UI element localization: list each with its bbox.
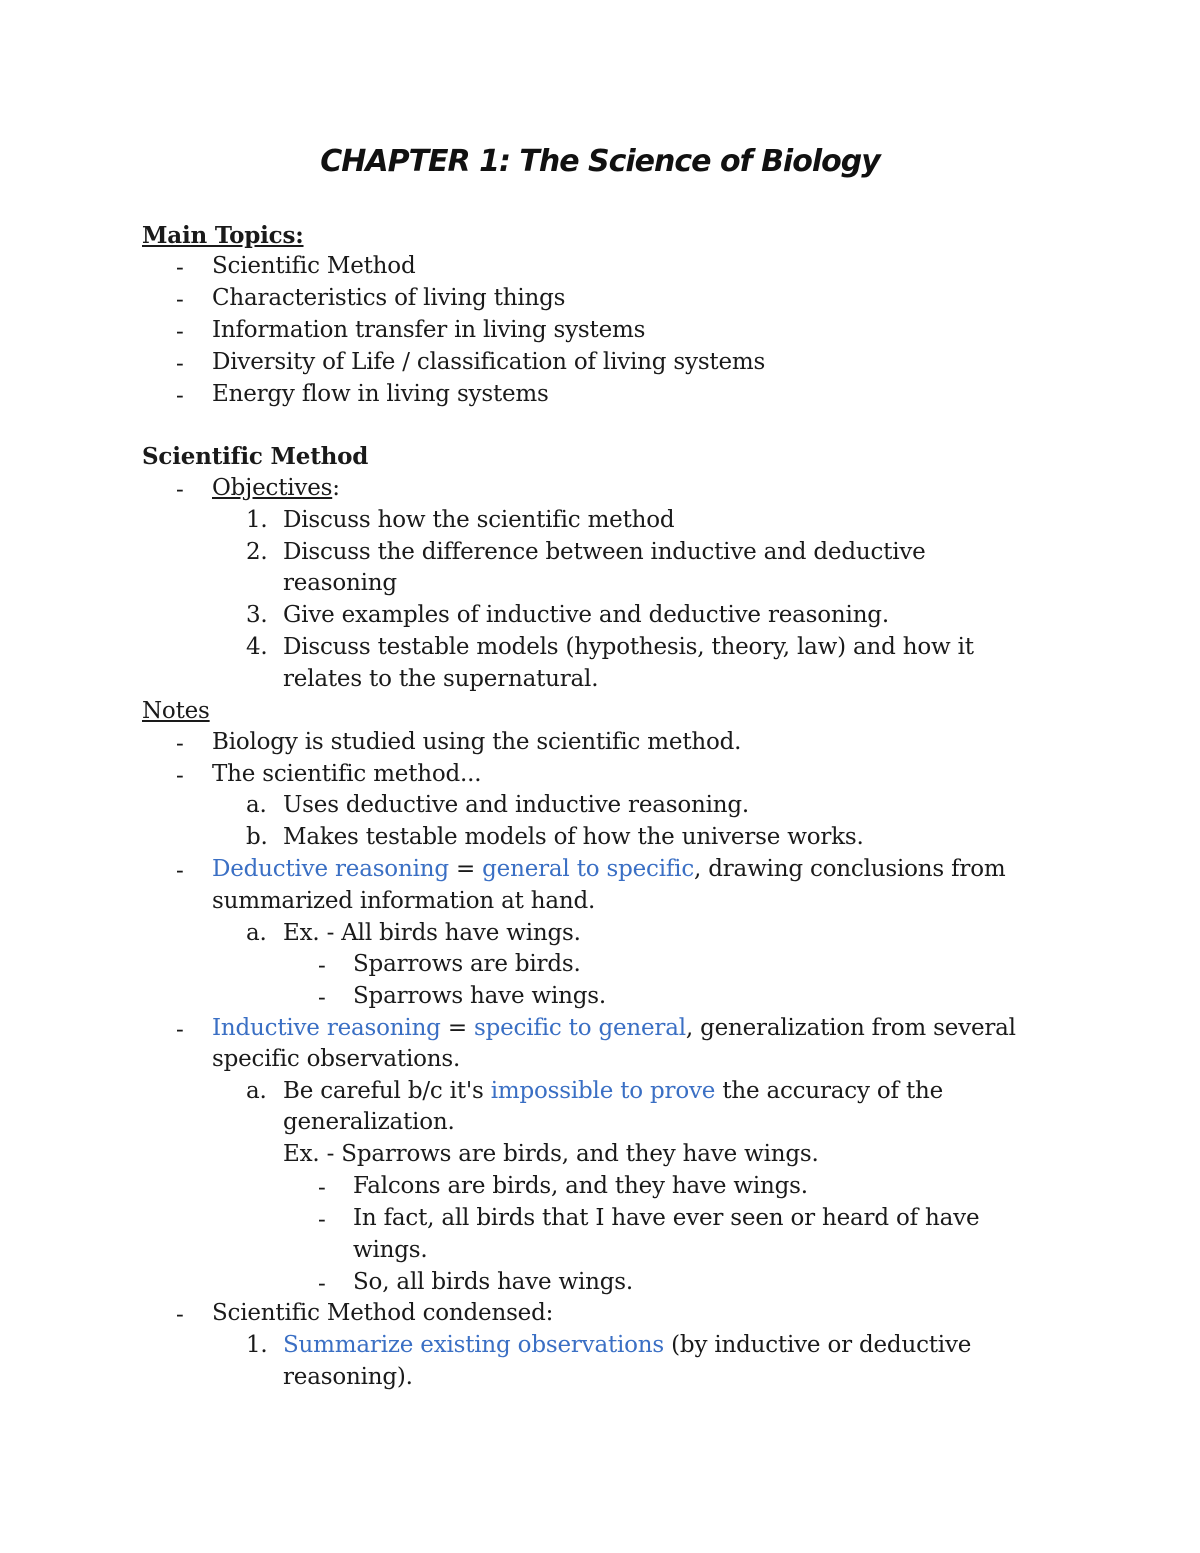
condensed-step-cont: reasoning). — [283, 1364, 413, 1390]
bullet-dash: - — [318, 1271, 326, 1297]
section-heading: Scientific Method — [142, 443, 369, 470]
deductive-def: general to specific — [482, 856, 695, 882]
topic-item: Information transfer in living systems — [212, 317, 646, 343]
bullet-dash: - — [318, 953, 326, 979]
deductive-example: Sparrows have wings. — [353, 983, 606, 1009]
bullet-dash: - — [176, 1302, 184, 1328]
objective-item-cont: reasoning — [283, 570, 397, 596]
equals-sign: = — [448, 856, 483, 882]
note-item: Biology is studied using the scientific method. — [212, 729, 742, 755]
subitem-letter: a. — [246, 920, 267, 946]
inductive-caution — [283, 1075, 943, 1107]
topic-item: Scientific Method — [212, 253, 416, 279]
inductive-def: specific to general — [474, 1015, 686, 1041]
objective-item: Discuss how the scientific method — [283, 507, 675, 533]
deductive-definition — [212, 853, 1005, 885]
condensed-step-rest: (by inductive or deductive — [664, 1332, 972, 1358]
subitem-letter: a. — [246, 1078, 267, 1104]
bullet-dash: - — [176, 351, 184, 377]
condensed-number: 1. — [246, 1332, 268, 1358]
bullet-dash: - — [176, 1017, 184, 1043]
objectives-text: Objectives — [212, 475, 333, 501]
note-item: The scientific method... — [212, 761, 482, 787]
objective-item: Discuss the difference between inductive and deductive — [283, 539, 926, 565]
bullet-dash: - — [318, 985, 326, 1011]
deductive-line2: summarized information at hand. — [212, 888, 596, 914]
bullet-dash: - — [176, 319, 184, 345]
note-subitem: Makes testable models of how the universe works. — [283, 824, 864, 850]
bullet-dash: - — [176, 731, 184, 757]
deductive-term: Deductive reasoning — [212, 856, 449, 882]
subitem-letter: a. — [246, 792, 267, 818]
objective-number: 3. — [246, 602, 268, 628]
bullet-dash: - — [318, 1175, 326, 1201]
objective-item-cont: relates to the supernatural. — [283, 666, 599, 692]
bullet-dash: - — [318, 1207, 326, 1233]
deductive-example: Sparrows are birds. — [353, 951, 581, 977]
inductive-term: Inductive reasoning — [212, 1015, 441, 1041]
bullet-dash: - — [176, 477, 184, 503]
subitem-letter: b. — [246, 824, 268, 850]
objectives-colon: : — [332, 475, 340, 501]
note-subitem: Uses deductive and inductive reasoning. — [283, 792, 750, 818]
objective-number: 2. — [246, 539, 268, 565]
main-topics-heading: Main Topics: — [142, 222, 304, 249]
caution-highlight: impossible to prove — [490, 1078, 716, 1104]
inductive-rest: , generalization from several — [685, 1015, 1016, 1041]
inductive-definition — [212, 1012, 1016, 1044]
inductive-example: Ex. - Sparrows are birds, and they have wings. — [283, 1141, 819, 1167]
inductive-example: In fact, all birds that I have ever seen or heard of have — [353, 1205, 980, 1231]
bullet-dash: - — [176, 255, 184, 281]
inductive-caution-cont: generalization. — [283, 1109, 455, 1135]
objectives-label — [212, 472, 340, 504]
objective-number: 1. — [246, 507, 268, 533]
condensed-step — [283, 1329, 971, 1361]
inductive-example: So, all birds have wings. — [353, 1269, 634, 1295]
chapter-title: CHAPTER 1: The Science of Biology — [320, 144, 880, 179]
inductive-example: Falcons are birds, and they have wings. — [353, 1173, 808, 1199]
topic-item: Characteristics of living things — [212, 285, 566, 311]
inductive-example-cont: wings. — [353, 1237, 428, 1263]
condensed-step-highlight: Summarize existing observations — [283, 1332, 665, 1358]
topic-item: Diversity of Life / classification of living systems — [212, 349, 766, 375]
condensed-heading: Scientific Method condensed: — [212, 1300, 554, 1326]
objective-item: Give examples of inductive and deductive reasoning. — [283, 602, 889, 628]
caution-pre: Be careful b/c it's — [283, 1078, 491, 1104]
objective-number: 4. — [246, 634, 268, 660]
deductive-example: Ex. - All birds have wings. — [283, 920, 581, 946]
inductive-line2: specific observations. — [212, 1046, 461, 1072]
equals-sign: = — [440, 1015, 475, 1041]
bullet-dash: - — [176, 383, 184, 409]
deductive-rest: , drawing conclusions from — [694, 856, 1006, 882]
bullet-dash: - — [176, 763, 184, 789]
objective-item: Discuss testable models (hypothesis, theory, law) and how it — [283, 634, 974, 660]
bullet-dash: - — [176, 858, 184, 884]
topic-item: Energy flow in living systems — [212, 381, 549, 407]
notes-label: Notes — [142, 698, 210, 724]
bullet-dash: - — [176, 287, 184, 313]
caution-post: the accuracy of the — [715, 1078, 944, 1104]
